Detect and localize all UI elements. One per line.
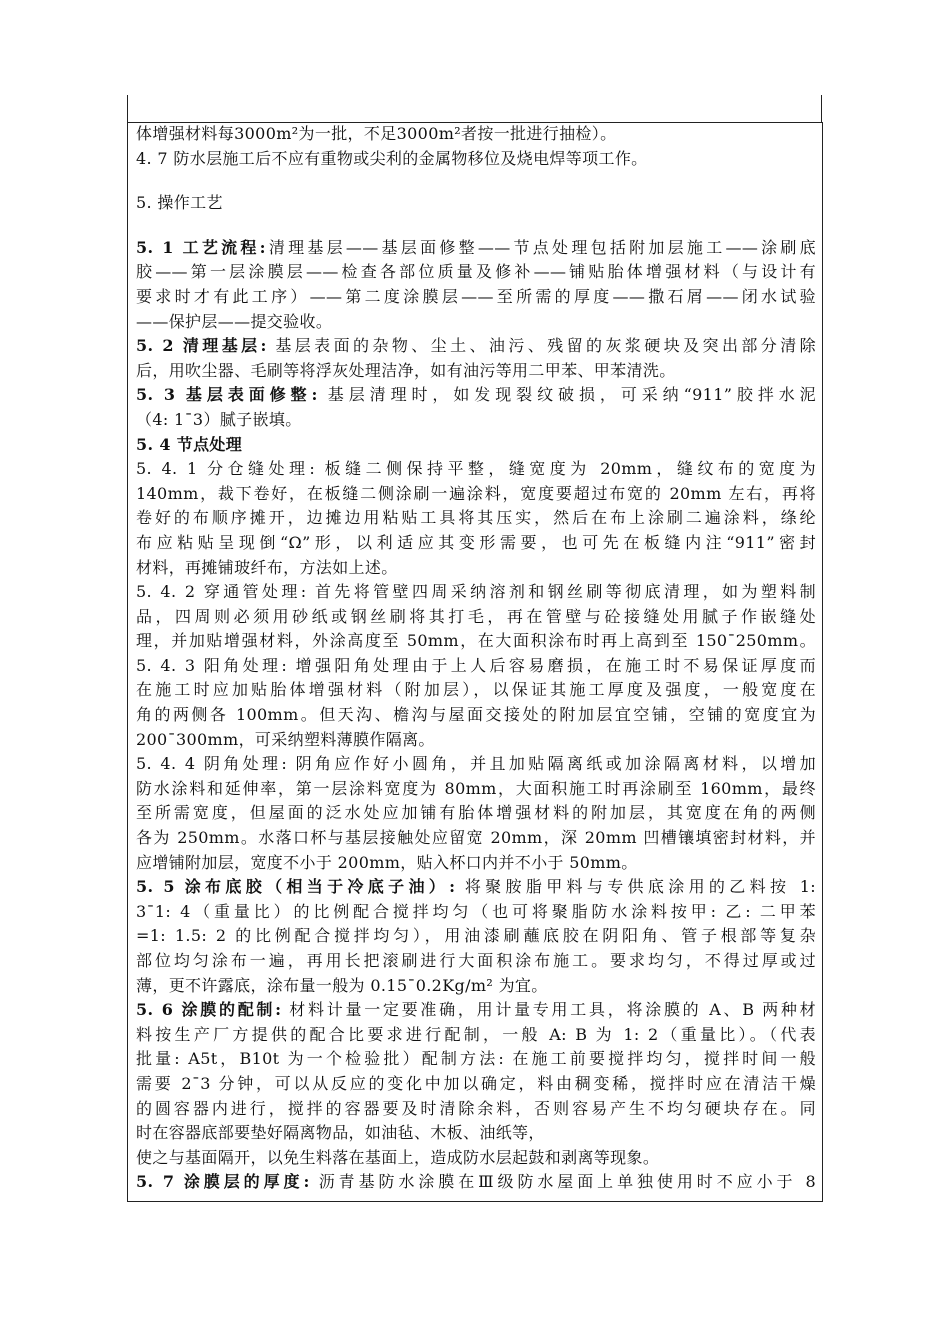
text-line: 后，用吹尘器、毛刷等将浮灰处理洁净，如有油污等用二甲苯、甲苯清洗。 [136, 360, 676, 380]
text-line: 各为 250mm。水落口杯与基层接触处应留宽 20mm，深 20mm 凹槽镶填密封材料，并 [136, 828, 816, 848]
text-line: 卷好的布顺序摊开，边摊边用粘贴工具将其压实，然后在布上涂刷二遍涂料，绦纶 [136, 508, 816, 528]
text-line: 5. 4. 3 阳角处理: 增强阳角处理由于上人后容易磨损，在施工时不易保证厚度而 [136, 655, 816, 675]
text-line: 要求时才有此工序）——第二度涂膜层——至所需的厚度——撒石屑——闭水试验 [136, 286, 816, 306]
text-line: 5. 4. 4 阴角处理: 阴角应作好小圆角，并且加贴隔离纸或加涂隔离材料，以增加 [136, 754, 816, 774]
document-body [136, 122, 816, 1195]
text-line: 品，四周则必须用砂纸或钢丝刷将其打毛，再在管壁与砼接缝处用腻子作嵌缝处 [136, 606, 816, 626]
text-line: 应增铺附加层，宽度不小于 200mm，贴入杯口内并不小于 50mm。 [136, 852, 638, 872]
text-line: 5. 4. 2 穿通管处理: 首先将管壁四周采纳溶剂和钢丝刷等彻底清理，如为塑料制 [136, 582, 816, 602]
text-line: 在施工时应加贴胎体增强材料（附加层），以保证其施工厚度及强度，一般宽度在 [136, 680, 816, 700]
text-line: 理，并加贴增强材料，外涂高度至 50mm，在大面积涂布时再上高到至 150¯250mm。 [136, 631, 816, 651]
text-line: 3¯1: 4（重量比）的比例配合搅拌均匀（也可将聚脂防水涂料按甲: 乙: 二甲苯 [136, 901, 816, 921]
text-line: 批量: A5t，B10t 为一个检验批）配制方法: 在施工前要搅拌均匀，搅拌时间一般 [136, 1049, 816, 1069]
text-line: ——保护层——提交验收。 [136, 311, 333, 331]
text-line: 4. 7 防水层施工后不应有重物或尖利的金属物移位及烧电焊等项工作。 [136, 148, 648, 168]
text-line: 5. 3 基层表面修整: 基层清理时，如发现裂纹破损，可采纳“911”胶拌水泥 [136, 385, 816, 405]
text-line: 材料，再摊铺玻纤布，方法如上述。 [136, 557, 398, 577]
text-line: 角的两侧各 100mm。但天沟、檐沟与屋面交接处的附加层宜空铺，空铺的宽度宜为 [136, 705, 816, 725]
text-line: 5. 2 清理基层: 基层表面的杂物、尘土、油污、残留的灰浆硬块及突出部分清除 [136, 336, 816, 356]
subsection-heading: 5. 4 节点处理 [136, 434, 243, 454]
text-line: 5. 7 涂膜层的厚度: 沥青基防水涂膜在Ⅲ级防水屋面上单独使用时不应小于 8 [136, 1172, 816, 1192]
text-line: 胶——第一层涂膜层——检查各部位质量及修补——铺贴胎体增强材料（与设计有 [136, 262, 816, 282]
text-line: 5. 5 涂布底胶（相当于冷底子油）: 将聚胺脂甲料与专供底涂用的乙料按 1: [136, 877, 816, 897]
text-line: 至所需宽度，但屋面的泛水处应加铺有胎体增强材料的附加层，其宽度在角的两侧 [136, 803, 816, 823]
text-line: 5. 1 工艺流程:清理基层——基层面修整——节点处理包括附加层施工——涂刷底 [136, 237, 816, 257]
text-line: 防水涂料和延伸率，第一层涂料宽度为 80mm，大面积施工时再涂刷至 160mm，最终 [136, 778, 816, 798]
text-line: 5. 4. 1 分仓缝处理: 板缝二侧保持平整，缝宽度为 20mm，缝纹布的宽度为 [136, 459, 816, 479]
text-line: 料按生产厂方提供的配合比要求进行配制，一般 A: B 为 1: 2（重量比）。（代表 [136, 1024, 816, 1044]
text-line: 5. 6 涂膜的配制: 材料计量一定要准确，用计量专用工具，将涂膜的 A、B 两种材 [136, 1000, 816, 1020]
text-line: 布应粘贴呈现倒“Ω”形，以利适应其变形需要，也可先在板缝内注“911”密封 [136, 532, 816, 552]
text-line: 薄，更不许露底，涂布量一般为 0.15¯0.2Kg/m² 为宜。 [136, 975, 548, 995]
text-line: （4: 1¯3）腻子嵌填。 [136, 409, 302, 429]
text-line: 时在容器底部要垫好隔离物品，如油毡、木板、油纸等， [136, 1123, 545, 1143]
text-line: 200¯300mm，可采纳塑料薄膜作隔离。 [136, 729, 435, 749]
text-line: 140mm，裁下卷好，在板缝二侧涂刷一遍涂料，宽度要超过布宽的 20mm 左右，再将 [136, 483, 816, 503]
text-line: 需要 2¯3 分钟，可以从反应的变化中加以确定，料由稠变稀，搅拌时应在清洁干燥 [136, 1073, 816, 1093]
text-line: 体增强材料每3000m²为一批，不足3000m²者按一批进行抽检）。 [136, 124, 617, 143]
text-line: 部位均匀涂布一遍，再用长把滚刷进行大面积涂布施工。要求均匀，不得过厚或过 [136, 951, 816, 970]
section-heading: 5. 操作工艺 [136, 193, 223, 213]
frame-right-edge [821, 95, 822, 123]
frame-left-edge [127, 95, 128, 123]
text-line: 的圆容器内进行，搅拌的容器要及时清除余料，否则容易产生不均匀硬块存在。同 [136, 1098, 816, 1118]
text-line: =1: 1.5: 2 的比例配合搅拌均匀），用油漆刷蘸底胶在阴阳角、管子根部等复杂 [136, 926, 816, 946]
text-line: 使之与基面隔开，以免生料落在基面上，造成防水层起鼓和剥离等现象。 [136, 1147, 660, 1167]
